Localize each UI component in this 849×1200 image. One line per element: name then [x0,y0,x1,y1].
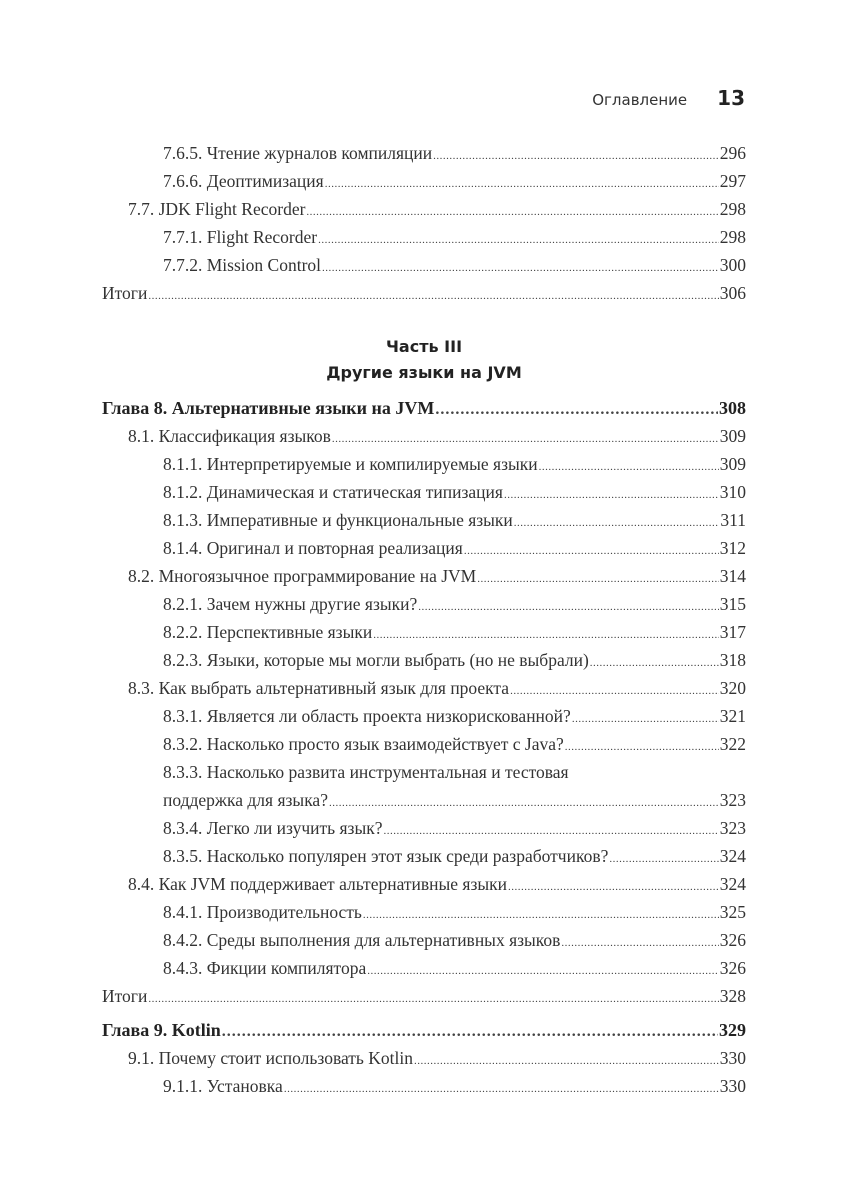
toc-entry[interactable] [102,422,746,450]
toc-entry-page: 297 [719,171,746,191]
toc-entry[interactable] [102,674,746,702]
dot-leader [383,817,718,842]
toc-entry-page: 296 [719,143,746,163]
dot-leader [504,481,719,506]
toc-entry-label: 8.4.2. Среды выполнения для альтернативных языков [163,930,561,950]
toc-entry[interactable] [102,870,746,898]
dot-leader [508,873,719,898]
dot-leader [367,957,719,982]
toc-entry[interactable] [102,730,746,758]
toc-entry[interactable] [102,139,746,167]
toc-entry[interactable] [102,898,746,926]
toc-entry-page: 320 [719,678,746,698]
page-number: 13 [717,86,745,110]
toc-entry-page: 323 [719,818,746,838]
dot-leader [435,396,718,422]
toc-entry-page: 309 [719,454,746,474]
dot-leader [322,254,719,279]
toc-entry-page: 323 [719,790,746,810]
toc-entry[interactable] [102,1072,746,1100]
dot-leader [464,537,719,562]
part-number: Часть III [385,337,463,356]
toc-entry-label: 8.3.4. Легко ли изучить язык? [163,818,383,838]
toc-entry[interactable] [102,590,746,618]
toc-entry[interactable] [102,758,746,814]
dot-leader [561,929,718,954]
toc-chapter-heading[interactable] [102,394,746,422]
toc-entry[interactable] [102,982,746,1010]
dot-leader [539,453,719,478]
toc-chapter-9 [102,1016,746,1100]
dot-leader [325,170,719,195]
toc-entry-page: 328 [719,986,746,1006]
toc-entry-label: 8.3. Как выбрать альтернативный язык для проекта [128,678,510,698]
dot-leader [284,1075,719,1100]
toc-entry-page: 318 [719,650,746,670]
toc-entry[interactable] [102,223,746,251]
dot-leader [477,565,719,590]
toc-entry-label: 8.4.1. Производительность [163,902,362,922]
toc-entry-label: 8.1.4. Оригинал и повторная реализация [163,538,463,558]
toc-entry[interactable] [102,646,746,674]
dot-leader [148,985,718,1010]
toc-entry[interactable] [102,506,746,534]
toc-entry-label: 7.7.2. Mission Control [163,255,322,275]
dot-leader [373,621,719,646]
dot-leader [418,593,718,618]
toc-entry-page: 326 [719,958,746,978]
toc-entry-label: 8.2.2. Перспективные языки [163,622,373,642]
toc-entry[interactable] [102,618,746,646]
toc-entry-label: 7.6.6. Деоптимизация [163,171,324,191]
toc-entry-page: 309 [719,426,746,446]
toc-entry-page: 312 [719,538,746,558]
dot-leader [433,142,719,167]
toc-entry[interactable] [102,450,746,478]
part-title: Другие языки на JVM [326,363,522,382]
toc-entry-label: 7.7. JDK Flight Recorder [128,199,306,219]
toc-entry-page: 326 [719,930,746,950]
toc-chapter-heading[interactable] [102,1016,746,1044]
toc-entry-page: 324 [719,874,746,894]
toc-entry[interactable] [102,926,746,954]
toc-entry-label: 8.4.3. Фикции компилятора [163,958,367,978]
toc-entry-label: 8.3.1. Является ли область проекта низкорискованной? [163,706,571,726]
toc-entry-label: 8.1.2. Динамическая и статическая типизация [163,482,503,502]
dot-leader [510,677,719,702]
dot-leader [222,1018,718,1044]
toc-entry-label: 8.2. Многоязычное программирование на JVM [128,566,477,586]
toc-entry-label: 9.1.1. Установка [163,1076,283,1096]
part-heading [102,334,746,386]
toc-entry-label-continued: поддержка для языка? [163,790,328,810]
toc-entry[interactable] [102,1044,746,1072]
dot-leader [590,649,719,674]
dot-leader [609,845,718,870]
toc-entry-page: 315 [719,594,746,614]
toc-entry-page: 311 [720,510,746,530]
dot-leader [148,282,718,307]
toc-entry-label: 8.2.1. Зачем нужны другие языки? [163,594,418,614]
toc-entry-page: 321 [719,706,746,726]
toc-entry[interactable] [102,251,746,279]
dot-leader [306,198,718,223]
toc-entry[interactable] [102,279,746,307]
toc-entry-label: Глава 8. Альтернативные языки на JVM [102,398,435,418]
toc-entry-label: 8.4. Как JVM поддерживает альтернативные языки [128,874,508,894]
running-header [592,86,745,110]
toc-entry-label: 8.1. Классификация языков [128,426,331,446]
toc-entry[interactable] [102,167,746,195]
toc-entry-label: Глава 9. Kotlin [102,1020,221,1040]
toc-entry[interactable] [102,195,746,223]
toc-entry-label: Итоги [102,283,148,303]
toc-section-chapter7-end [102,139,746,307]
toc-entry[interactable] [102,534,746,562]
toc-entry[interactable] [102,478,746,506]
toc-entry-page: 330 [719,1076,746,1096]
toc-entry-page: 325 [719,902,746,922]
toc-entry-label: 8.3.2. Насколько просто язык взаимодействует с Java? [163,734,564,754]
toc-entry[interactable] [102,842,746,870]
toc-entry[interactable] [102,814,746,842]
toc-entry-page: 322 [719,734,746,754]
toc-entry-page: 329 [719,1020,746,1040]
dot-leader [329,789,719,814]
toc-entry-page: 300 [719,255,746,275]
toc-entry-page: 298 [719,227,746,247]
dot-leader [572,705,719,730]
toc-entry-label: 7.6.5. Чтение журналов компиляции [163,143,433,163]
toc-entry-label: 8.1.3. Императивные и функциональные языки [163,510,513,530]
toc-entry-label: Итоги [102,986,148,1006]
toc-entry-page: 317 [719,622,746,642]
dot-leader [514,509,720,534]
toc-entry-label: 8.1.1. Интерпретируемые и компилируемые языки [163,454,538,474]
toc-entry-label: 9.1. Почему стоит использовать Kotlin [128,1048,414,1068]
toc-entry-page: 306 [719,283,746,303]
toc-entry-page: 308 [719,398,746,418]
toc-entry-page: 330 [719,1048,746,1068]
dot-leader [414,1047,719,1072]
dot-leader [565,733,719,758]
toc-entry-label: 8.2.3. Языки, которые мы могли выбрать (но не выбрали) [163,650,589,670]
toc-entry-page: 314 [719,566,746,586]
toc-entry-page: 310 [719,482,746,502]
dot-leader [318,226,719,251]
toc-entry-page: 298 [719,199,746,219]
toc-entry[interactable] [102,562,746,590]
dot-leader [332,425,719,450]
toc-entry-page: 324 [719,846,746,866]
toc-entry-label: 7.7.1. Flight Recorder [163,227,318,247]
toc-entry[interactable] [102,702,746,730]
toc-chapter-8 [102,394,746,1010]
toc-entry-label: 8.3.5. Насколько популярен этот язык среди разработчиков? [163,846,609,866]
dot-leader [363,901,719,926]
toc-entry[interactable] [102,954,746,982]
toc-entry-label: 8.3.3. Насколько развита инструментальная и тестовая [163,762,569,782]
running-header-title: Оглавление [592,91,688,109]
